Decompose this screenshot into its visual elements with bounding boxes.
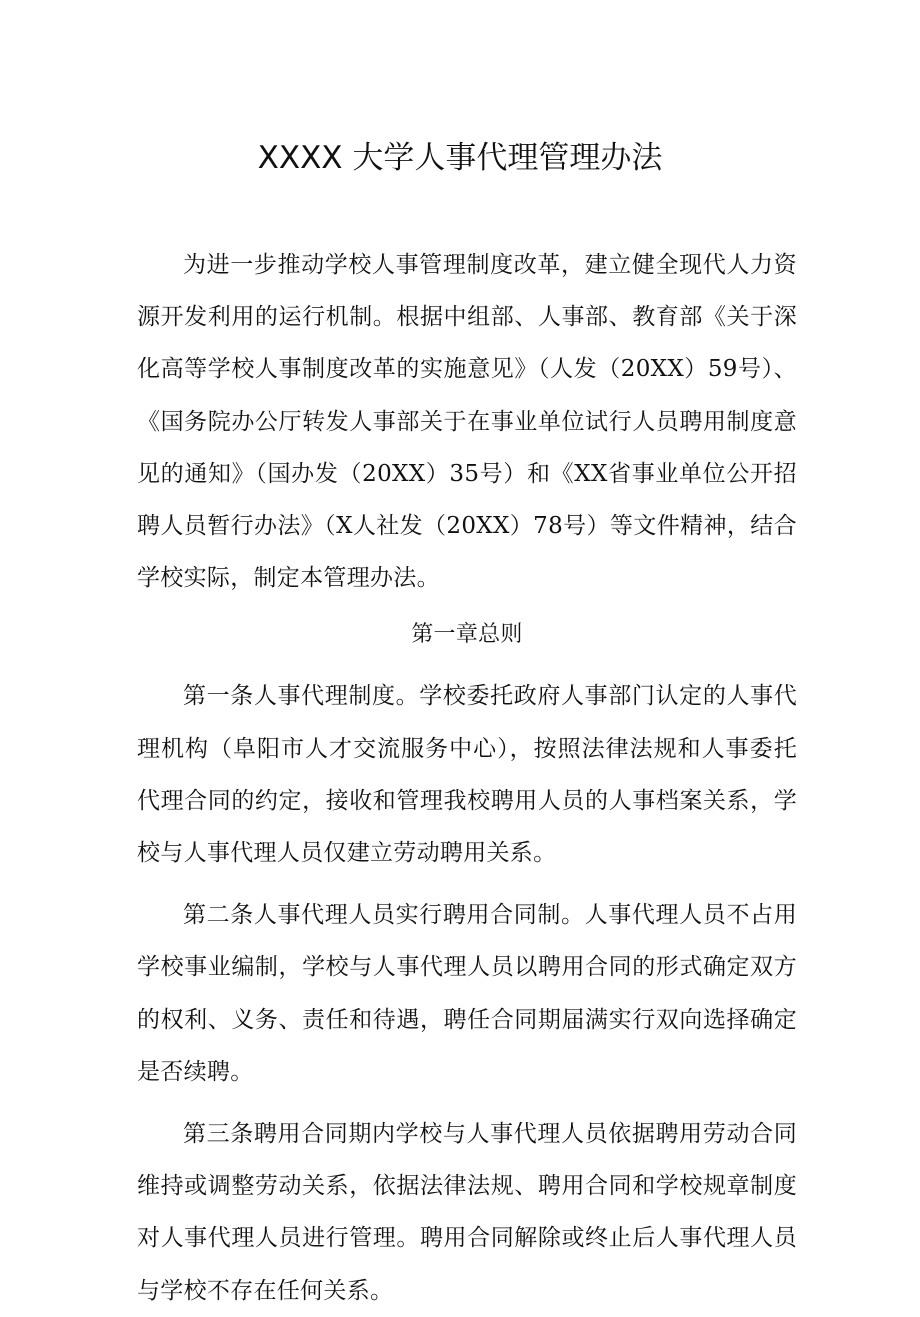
article-3-label: 第三条	[183, 1121, 254, 1148]
document-body	[137, 239, 797, 1317]
article-2-label: 第二条	[183, 902, 254, 929]
document-title: XXXX 大学人事代理管理办法	[257, 140, 663, 176]
article-3	[137, 1108, 797, 1317]
intro-paragraph: 为进一步推动学校人事管理制度改革，建立健全现代人力资源开发利用的运行机制。根据中组部、人事部、教育部《关于深化高等学校人事制度改革的实施意见》（人发（20XX）59号）、《国务院办公厅转发人事部关于在事业单位试行人员聘用制度意见的通知》（国办发（20XX）35号）和《XX省事业单位公开招聘人员暂行办法》（X人社发（20XX）78号）等文件精神，结合学校实际，制定本管理办法。	[137, 252, 797, 592]
article-2	[137, 889, 797, 1098]
article-3-text: 聘用合同期内学校与人事代理人员依据聘用劳动合同维持或调整劳动关系，依据法律法规、聘用合同和学校规章制度对人事代理人员进行管理。聘用合同解除或终止后人事代理人员与学校不存在任何关系。	[137, 1121, 797, 1304]
article-2-text: 人事代理人员实行聘用合同制。人事代理人员不占用学校事业编制，学校与人事代理人员以聘用合同的形式确定双方的权利、义务、责任和待遇，聘任合同期届满实行双向选择确定是否续聘。	[137, 902, 797, 1085]
article-1-text: 人事代理制度。学校委托政府人事部门认定的人事代理机构（阜阳市人才交流服务中心），按照法律法规和人事委托代理合同的约定，接收和管理我校聘用人员的人事档案关系，学校与人事代理人员仅建立劳动聘用关系。	[137, 683, 797, 867]
chapter-heading: 第一章总则	[411, 622, 523, 648]
article-1-label: 第一条	[183, 683, 254, 710]
article-1	[137, 670, 797, 879]
